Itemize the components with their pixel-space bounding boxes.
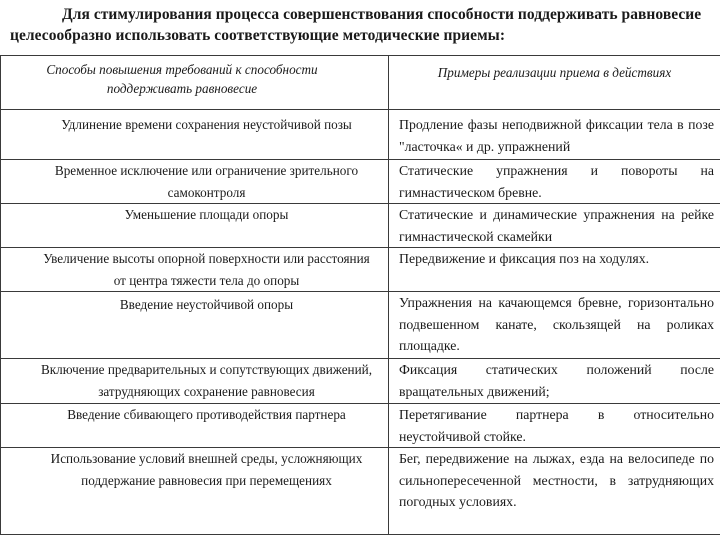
method-cell: Временное исключение или ограничение зрительного самоконтроля: [1, 160, 389, 204]
example-cell: Статические упражнения и повороты на гимнастическом бревне.: [389, 160, 720, 204]
table-row: [1, 204, 720, 248]
table-row: [1, 110, 720, 160]
table-row: [1, 292, 720, 359]
table-row: [1, 448, 720, 535]
example-cell: Продление фазы неподвижной фиксации тела в позе "ласточка« и др. упражнений: [389, 110, 720, 160]
header-example: Примеры реализации приема в действиях: [389, 56, 720, 110]
method-cell: Увеличение высоты опорной поверхности или расстояния от центра тяжести тела до опоры: [1, 248, 389, 292]
method-cell: Введение сбивающего противодействия партнера: [1, 404, 389, 448]
method-cell: Включение предварительных и сопутствующих движений, затрудняющих сохранение равновесия: [1, 359, 389, 404]
method-cell: Введение неустойчивой опоры: [1, 292, 389, 359]
method-cell: Удлинение времени сохранения неустойчивой позы: [1, 110, 389, 160]
balance-methods-table: [0, 55, 720, 535]
example-cell: Упражнения на качающемся бревне, горизонтально подвешенном канате, скользящей на роликах площадке.: [389, 292, 720, 359]
example-cell: Фиксация статических положений после вращательных движений;: [389, 359, 720, 404]
table-row: [1, 248, 720, 292]
example-cell: Статические и динамические упражнения на рейке гимнастической скамейки: [389, 204, 720, 248]
example-cell: Бег, передвижение на лыжах, езда на велосипеде по сильнопересеченной местности, в затрудняющих погодных условиях.: [389, 448, 720, 535]
example-cell: Перетягивание партнера в относительно неустойчивой стойке.: [389, 404, 720, 448]
header-method: Способы повышения требований к способности поддерживать равновесие: [1, 56, 389, 110]
table-row: [1, 359, 720, 404]
table-row: [1, 160, 720, 204]
example-cell: Передвижение и фиксация поз на ходулях.: [389, 248, 720, 292]
table-row: [1, 404, 720, 448]
method-cell: Использование условий внешней среды, усложняющих поддержание равновесия при перемещениях: [1, 448, 389, 535]
intro-paragraph: Для стимулирования процесса совершенствования способности поддерживать равновесие целесообразно использовать соответствующие методические приемы:: [10, 6, 702, 44]
method-cell: Уменьшение площади опоры: [1, 204, 389, 248]
table-header-row: [1, 56, 720, 110]
